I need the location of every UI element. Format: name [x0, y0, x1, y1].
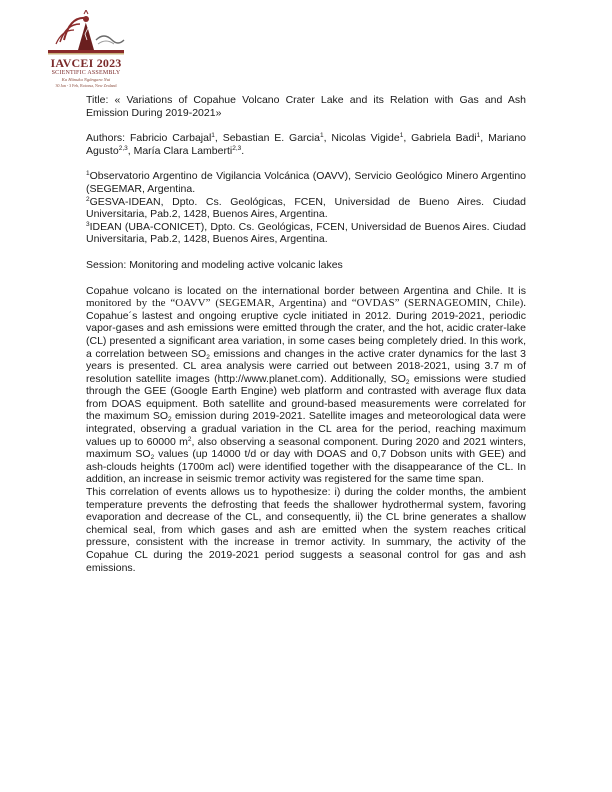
authors-line: Authors: Fabricio Carbajal$^1$, Sebastian E. Garcia$^1$, Nicolas Vigide$^1$, Gabriela Badi$^1$, Mariano Agusto$^{2,3}$, María Clara Lamberti$^{2,3}$. — [86, 132, 527, 157]
abstract-text: emissions were studied through the GEE (Google Earth Engine) web platform and contrasted with average flux data from DOAS equipment. Both satellite and ground-based measurements were correlated for the maximum SO — [86, 372, 526, 423]
author-affiliation-marker: 1 — [319, 132, 324, 140]
abstract-text: values (up 14000 t/d or day with DOAS and 0,7 Dobson units with GEE) and ash-clouds heights (1700m acl) were identified together with the disappearance of the CL. In addition, an increase in seismic tremor activity was registered for the same time span. — [86, 448, 527, 486]
abstract-text: Copahue volcano is located on the international border between Argentina and Chile. It is — [86, 284, 526, 297]
affiliation-number: 2 — [86, 195, 90, 203]
affiliation-number: 1 — [86, 170, 90, 178]
logo-assembly-line: SCIENTIFIC ASSEMBLY — [51, 70, 121, 76]
superscript: 2 — [187, 435, 192, 443]
logo-maori-line: Ka Hūnuku Ngāngara Nui — [61, 77, 111, 82]
subscript: 2 — [150, 454, 155, 462]
abstract-text: emissions and changes in the active crater dynamics for the last 3 years is presented. CL area analysis were carried out between 2018-2021, using 3.7 m of resolution satellite images (http://www.planet.com). Additionally, SO — [86, 347, 526, 385]
abstract-paragraph-1 — [86, 285, 526, 487]
author-name: Fabricio Carbajal — [129, 132, 212, 145]
authors-label: Authors: — [86, 132, 126, 145]
abstract-text: , also observing a seasonal component. During 2020 and 2021 winters, maximum SO — [86, 435, 527, 461]
subscript: 2 — [206, 353, 210, 361]
affiliations-block — [86, 170, 526, 246]
author-affiliation-marker: 1 — [211, 132, 215, 140]
author-affiliation-marker: 2,3 — [232, 144, 242, 152]
abstract-text: Copahue´s lastest and ongoing eruptive cycle initiated in 2012. During 2019-2021, periodic vapor-gases and ash emissions were emitted through the crater, and the hot, acidic crater-lake (CL) presented a significant area variation, in some cases being completely dried. In this work, a correlation between SO — [86, 309, 526, 360]
author-affiliation-marker: 2,3 — [118, 144, 128, 152]
subscript: 2 — [168, 416, 172, 424]
author-name: Nicolas Vigide — [331, 132, 400, 145]
subscript: 2 — [405, 378, 410, 386]
author-affiliation-marker: 1 — [476, 132, 481, 140]
logo-year-line: IAVCEI 2023 — [50, 56, 122, 70]
abstract-title: Title: « Variations of Copahue Volcano Crater Lake and its Relation with Gas and Ash Emission During 2019-2021» — [86, 94, 526, 119]
affiliation-item — [86, 221, 526, 246]
author-name: Mariano Agusto — [86, 132, 527, 157]
affiliation-item — [86, 170, 526, 195]
author-name: Gabriela Badi — [411, 132, 477, 145]
affiliation-item — [86, 196, 526, 221]
session-line: Session: Monitoring and modeling active volcanic lakes — [86, 258, 343, 271]
abstract-text-serif: monitored by the “OAVV” (SEGEMAR, Argentina) and “OVDAS” (SERNAGEOMIN, Chile). — [86, 297, 526, 310]
author-name: María Clara Lamberti — [133, 144, 233, 157]
abstract-paragraph-2: This correlation of events allows us to hypothesize: i) during the colder months, the ambient temperature prevents the defrosting that feeds the shallower hydrothermal system, favoring evaporation and decrease of the CL, and consequently, ii) the CL brine generates a shallow chemical seal, from which gases and ash are emitted when the system reaches critical pressure, consistent with the increase in tremor activity. In summary, the activity of the Copahue CL during the 2019-2021 period suggests a seasonal control for gas and ash emissions. — [86, 486, 526, 574]
affiliation-text: Observatorio Argentino de Vigilancia Volcánica (OAVV), Servicio Geológico Minero Argentino (SEGEMAR, Argentina. — [86, 170, 526, 195]
volcano-wave-koru-icon — [40, 10, 132, 56]
logo-dates-line: 30 Jan - 3 Feb, Rotorua, New Zealand — [55, 83, 117, 88]
author-name: Sebastian E. Garcia — [222, 132, 320, 145]
abstract-text: emission during 2019-2021. Satellite images and meteorological data were integrated, observing a gradual variation in the CL area for the period, reaching maximum values up to 60000 m — [86, 410, 526, 448]
conference-logo — [40, 10, 132, 98]
affiliation-number: 3 — [86, 220, 90, 228]
affiliation-text: IDEAN (UBA-CONICET), Dpto. Cs. Geológicas, FCEN, Universidad de Buenos Aires. Ciudad Universitaria, Pab.2, 1428, Buenos Aires, Argentina. — [86, 220, 526, 246]
author-affiliation-marker: 1 — [399, 132, 404, 140]
affiliation-text: GESVA-IDEAN, Dpto. Cs. Geológicas, FCEN, Universidad de Bueno Aires. Ciudad Universitaria, Pab.2, 1428, Buenos Aires, Argentina. — [86, 195, 526, 221]
abstract-document — [86, 94, 526, 574]
